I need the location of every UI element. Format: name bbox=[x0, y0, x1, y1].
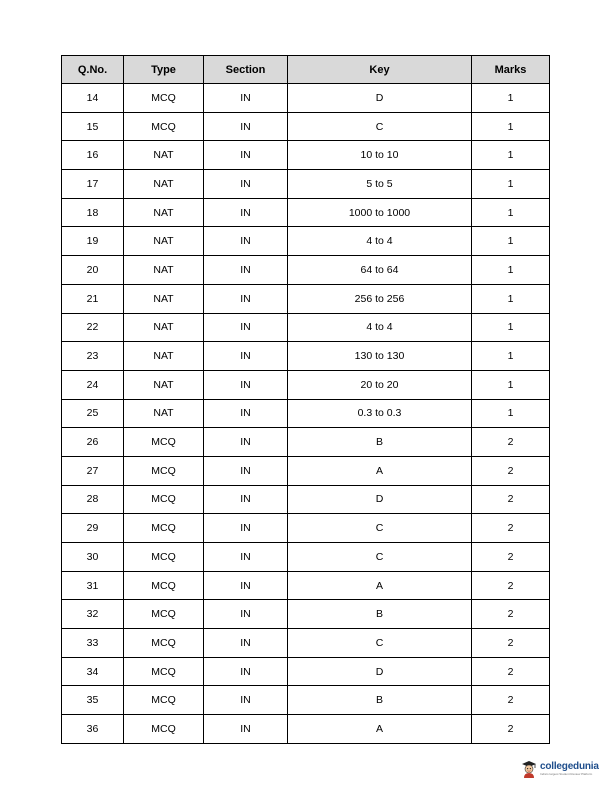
cell-type: MCQ bbox=[124, 686, 204, 715]
cell-qno: 33 bbox=[62, 629, 124, 658]
cell-qno: 16 bbox=[62, 141, 124, 170]
cell-marks: 2 bbox=[472, 543, 550, 572]
cell-qno: 28 bbox=[62, 485, 124, 514]
cell-type: MCQ bbox=[124, 543, 204, 572]
cell-key: C bbox=[288, 629, 472, 658]
cell-type: MCQ bbox=[124, 514, 204, 543]
graduate-mascot-icon bbox=[521, 759, 537, 779]
cell-section: IN bbox=[204, 657, 288, 686]
table-row bbox=[62, 514, 550, 543]
cell-type: NAT bbox=[124, 256, 204, 285]
cell-type: NAT bbox=[124, 370, 204, 399]
cell-type: MCQ bbox=[124, 571, 204, 600]
cell-qno: 17 bbox=[62, 170, 124, 199]
cell-marks: 1 bbox=[472, 313, 550, 342]
table-header-row bbox=[62, 56, 550, 84]
cell-type: NAT bbox=[124, 313, 204, 342]
cell-section: IN bbox=[204, 313, 288, 342]
table-row bbox=[62, 370, 550, 399]
table-row bbox=[62, 284, 550, 313]
cell-type: MCQ bbox=[124, 600, 204, 629]
cell-qno: 35 bbox=[62, 686, 124, 715]
cell-type: NAT bbox=[124, 141, 204, 170]
cell-key: C bbox=[288, 514, 472, 543]
header-type: Type bbox=[124, 56, 204, 84]
cell-section: IN bbox=[204, 571, 288, 600]
table-row bbox=[62, 456, 550, 485]
cell-type: MCQ bbox=[124, 456, 204, 485]
cell-section: IN bbox=[204, 227, 288, 256]
cell-type: MCQ bbox=[124, 657, 204, 686]
cell-section: IN bbox=[204, 84, 288, 113]
cell-key: 10 to 10 bbox=[288, 141, 472, 170]
table-row bbox=[62, 571, 550, 600]
header-qno: Q.No. bbox=[62, 56, 124, 84]
cell-marks: 2 bbox=[472, 485, 550, 514]
table-row bbox=[62, 715, 550, 744]
cell-section: IN bbox=[204, 715, 288, 744]
answer-key-table bbox=[61, 55, 550, 744]
cell-type: NAT bbox=[124, 170, 204, 199]
table-row bbox=[62, 170, 550, 199]
cell-section: IN bbox=[204, 141, 288, 170]
cell-marks: 1 bbox=[472, 284, 550, 313]
header-section: Section bbox=[204, 56, 288, 84]
cell-section: IN bbox=[204, 170, 288, 199]
table-row bbox=[62, 227, 550, 256]
cell-section: IN bbox=[204, 428, 288, 457]
cell-type: MCQ bbox=[124, 715, 204, 744]
table-row bbox=[62, 112, 550, 141]
cell-key: A bbox=[288, 571, 472, 600]
cell-type: NAT bbox=[124, 342, 204, 371]
cell-marks: 1 bbox=[472, 198, 550, 227]
cell-marks: 1 bbox=[472, 84, 550, 113]
cell-type: NAT bbox=[124, 284, 204, 313]
cell-qno: 26 bbox=[62, 428, 124, 457]
cell-marks: 2 bbox=[472, 629, 550, 658]
cell-section: IN bbox=[204, 112, 288, 141]
cell-marks: 2 bbox=[472, 657, 550, 686]
cell-qno: 36 bbox=[62, 715, 124, 744]
cell-key: 256 to 256 bbox=[288, 284, 472, 313]
cell-qno: 14 bbox=[62, 84, 124, 113]
cell-marks: 2 bbox=[472, 715, 550, 744]
table-row bbox=[62, 657, 550, 686]
cell-key: A bbox=[288, 715, 472, 744]
cell-qno: 25 bbox=[62, 399, 124, 428]
cell-key: 64 to 64 bbox=[288, 256, 472, 285]
cell-marks: 1 bbox=[472, 141, 550, 170]
cell-key: C bbox=[288, 112, 472, 141]
cell-key: C bbox=[288, 543, 472, 572]
cell-qno: 19 bbox=[62, 227, 124, 256]
header-key: Key bbox=[288, 56, 472, 84]
cell-key: 130 to 130 bbox=[288, 342, 472, 371]
table-row bbox=[62, 686, 550, 715]
cell-key: 4 to 4 bbox=[288, 227, 472, 256]
cell-qno: 32 bbox=[62, 600, 124, 629]
cell-key: B bbox=[288, 686, 472, 715]
cell-qno: 21 bbox=[62, 284, 124, 313]
cell-marks: 1 bbox=[472, 370, 550, 399]
cell-section: IN bbox=[204, 456, 288, 485]
cell-type: NAT bbox=[124, 399, 204, 428]
table-row bbox=[62, 198, 550, 227]
cell-key: D bbox=[288, 657, 472, 686]
cell-key: 4 to 4 bbox=[288, 313, 472, 342]
cell-marks: 2 bbox=[472, 456, 550, 485]
cell-marks: 2 bbox=[472, 686, 550, 715]
cell-qno: 20 bbox=[62, 256, 124, 285]
collegedunia-logo bbox=[521, 757, 605, 781]
table-row bbox=[62, 485, 550, 514]
cell-section: IN bbox=[204, 370, 288, 399]
cell-qno: 24 bbox=[62, 370, 124, 399]
cell-section: IN bbox=[204, 600, 288, 629]
cell-key: B bbox=[288, 428, 472, 457]
header-marks: Marks bbox=[472, 56, 550, 84]
cell-section: IN bbox=[204, 514, 288, 543]
cell-marks: 1 bbox=[472, 342, 550, 371]
cell-qno: 31 bbox=[62, 571, 124, 600]
logo-name: collegedunia bbox=[540, 761, 599, 772]
table-row bbox=[62, 600, 550, 629]
cell-key: 20 to 20 bbox=[288, 370, 472, 399]
cell-qno: 22 bbox=[62, 313, 124, 342]
cell-marks: 2 bbox=[472, 428, 550, 457]
cell-marks: 1 bbox=[472, 256, 550, 285]
cell-key: B bbox=[288, 600, 472, 629]
table-row bbox=[62, 141, 550, 170]
cell-marks: 1 bbox=[472, 227, 550, 256]
cell-section: IN bbox=[204, 686, 288, 715]
cell-key: D bbox=[288, 84, 472, 113]
cell-type: MCQ bbox=[124, 629, 204, 658]
cell-qno: 29 bbox=[62, 514, 124, 543]
cell-key: 1000 to 1000 bbox=[288, 198, 472, 227]
cell-marks: 2 bbox=[472, 514, 550, 543]
cell-type: MCQ bbox=[124, 485, 204, 514]
cell-key: 0.3 to 0.3 bbox=[288, 399, 472, 428]
table-row bbox=[62, 342, 550, 371]
table-row bbox=[62, 428, 550, 457]
cell-section: IN bbox=[204, 342, 288, 371]
cell-qno: 34 bbox=[62, 657, 124, 686]
cell-section: IN bbox=[204, 543, 288, 572]
cell-marks: 1 bbox=[472, 170, 550, 199]
cell-section: IN bbox=[204, 629, 288, 658]
table-row bbox=[62, 629, 550, 658]
cell-type: NAT bbox=[124, 198, 204, 227]
cell-qno: 18 bbox=[62, 198, 124, 227]
cell-type: MCQ bbox=[124, 84, 204, 113]
cell-section: IN bbox=[204, 198, 288, 227]
table-row bbox=[62, 313, 550, 342]
cell-qno: 27 bbox=[62, 456, 124, 485]
cell-section: IN bbox=[204, 256, 288, 285]
table-body bbox=[62, 84, 550, 744]
table-row bbox=[62, 256, 550, 285]
cell-type: MCQ bbox=[124, 112, 204, 141]
cell-key: 5 to 5 bbox=[288, 170, 472, 199]
table-row bbox=[62, 543, 550, 572]
cell-qno: 30 bbox=[62, 543, 124, 572]
cell-qno: 15 bbox=[62, 112, 124, 141]
cell-section: IN bbox=[204, 399, 288, 428]
cell-marks: 2 bbox=[472, 571, 550, 600]
cell-marks: 2 bbox=[472, 600, 550, 629]
logo-tagline: India's largest Student Review Platform bbox=[540, 772, 593, 776]
cell-marks: 1 bbox=[472, 112, 550, 141]
cell-type: MCQ bbox=[124, 428, 204, 457]
cell-section: IN bbox=[204, 284, 288, 313]
cell-key: A bbox=[288, 456, 472, 485]
cell-key: D bbox=[288, 485, 472, 514]
cell-marks: 1 bbox=[472, 399, 550, 428]
table-row bbox=[62, 399, 550, 428]
cell-type: NAT bbox=[124, 227, 204, 256]
cell-section: IN bbox=[204, 485, 288, 514]
table-row bbox=[62, 84, 550, 113]
cell-qno: 23 bbox=[62, 342, 124, 371]
